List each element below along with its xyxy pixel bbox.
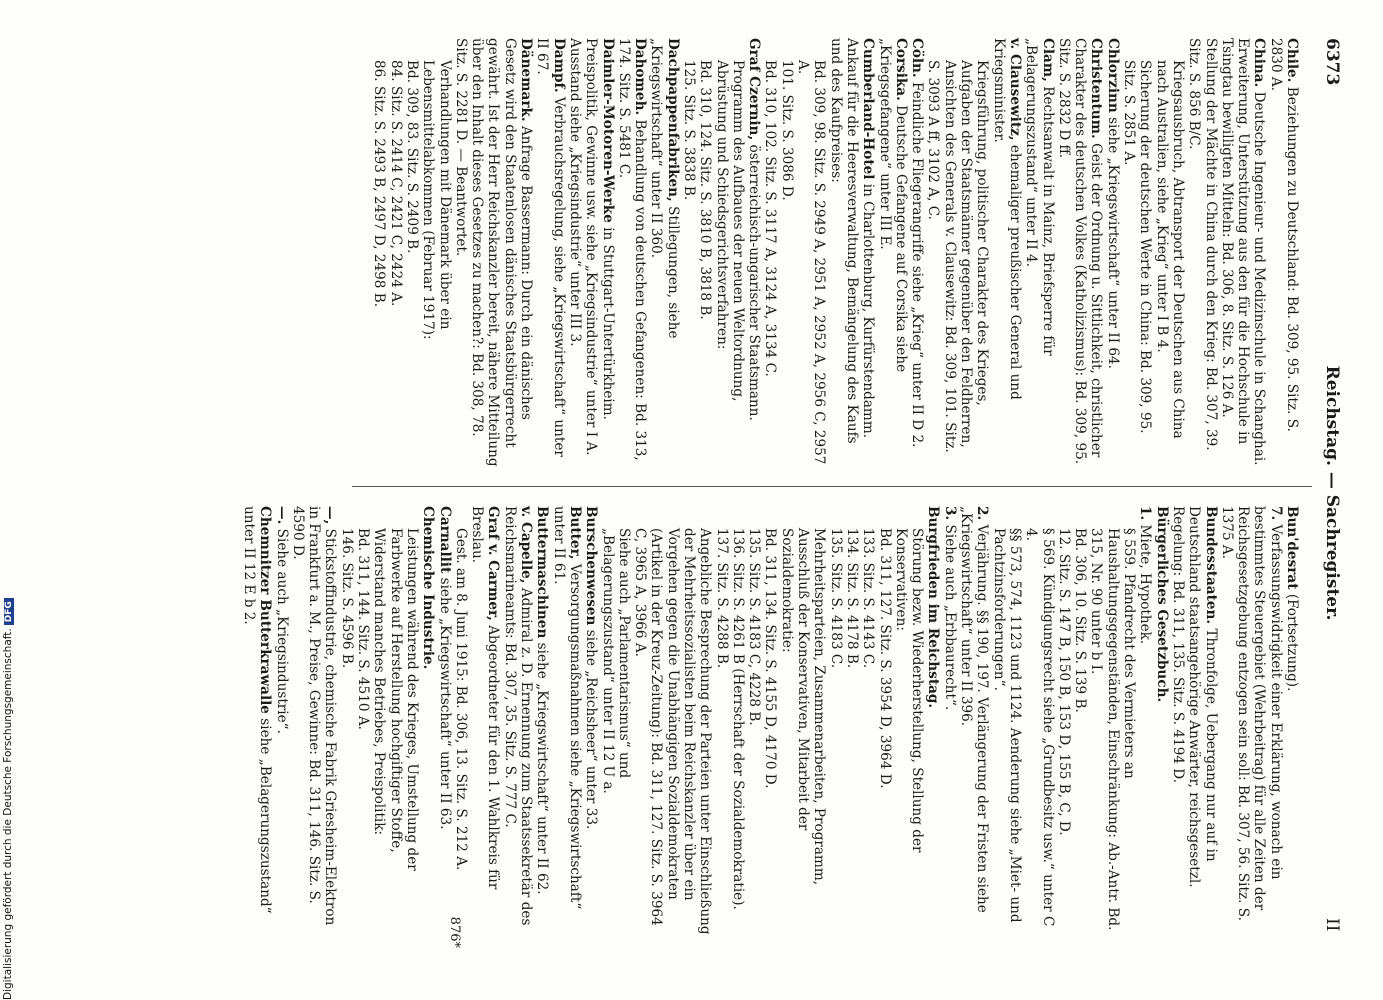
- entry-text: Geist der Ordnung u. Sittlichkeit, christlicher Charakter des deutschen Volkes (Katholizismus): Bd. 309, 95. Sitz. S. 2832 D ff.: [1055, 38, 1105, 465]
- index-entry: [762, 506, 778, 936]
- entry-text: Admiral z. D. Ernennung zum Staatssekretär des Reichsmarineamts: Bd. 307, 35. Sitz. S. 777 C.: [501, 506, 535, 926]
- entry-text: 146. Sitz. S. 4596 B.: [338, 528, 355, 669]
- entry-heading: Clam,: [1039, 38, 1056, 82]
- entry-heading: Dänemark.: [518, 38, 535, 122]
- index-entry: [697, 38, 713, 468]
- index-entry: [990, 506, 1023, 936]
- entry-text: siehe „Kriegswirtschaft“ unter II 63.: [436, 577, 453, 830]
- index-entry: [371, 506, 420, 936]
- index-entry: [632, 506, 713, 936]
- column-second: [241, 506, 1300, 936]
- entry-text: Thronfolge, Uebergang nur auf in Deutschland staatsangehörige Anwärter, reichsgesetzl. Regelung: Bd. 311, 135. Sitz. S. 4194 D.: [1169, 506, 1219, 888]
- entry-text: 101. Sitz. S. 3086 D.: [778, 60, 795, 201]
- index-entry: [827, 506, 843, 936]
- index-entry: [599, 506, 632, 936]
- page-header: [1314, 38, 1342, 948]
- dfg-logo: DFG: [4, 598, 14, 625]
- entry-text: Abgeordneter für den 1. Wahlkreis für Breslau.: [469, 506, 502, 890]
- index-entry: [876, 38, 909, 468]
- entry-text: Bd. 309, 83. Sitz. S. 2409 B.: [403, 60, 420, 254]
- entry-text: siehe „Kriegswirtschaft“ unter II 64.: [1104, 117, 1121, 370]
- entry-text: ehemaliger preußischer General und Kriegsminister.: [990, 38, 1023, 400]
- page-number: 6373: [1322, 38, 1342, 86]
- index-entry: [501, 506, 534, 936]
- index-entry: [387, 38, 403, 468]
- index-entry: [1219, 506, 1284, 936]
- entry-text: 135. Sitz. S. 4183 C.: [827, 528, 844, 669]
- entry-heading: Cöln.: [909, 38, 926, 78]
- entry-text: 125. Sitz. S. 3838 B.: [681, 60, 698, 201]
- entry-heading: Chemische Industrie.: [420, 506, 437, 670]
- index-entry: [1023, 506, 1056, 936]
- entry-text: Sicherung der deutschen Werte in China: Bd. 309, 95. Sitz. S. 2851 A.: [1121, 60, 1154, 434]
- entry-heading: Dahomeh.: [632, 38, 649, 116]
- entry-heading: Corsika.: [892, 38, 909, 101]
- entry-text: Versorgungsmaßnahmen siehe „Kriegswirtschaft“ unter II 61.: [550, 506, 583, 910]
- entry-text: 137. Sitz. S. 4288 B.: [713, 528, 730, 669]
- entry-heading: Chlorzinn: [1104, 38, 1121, 113]
- index-entry: [779, 506, 828, 936]
- index-entry: [1186, 38, 1267, 468]
- entry-text: §§ 573, 574, 1123 und 1124. Aenderung siehe „Miet- und Pachtzinsforderungen“.: [990, 528, 1023, 923]
- index-entry: [795, 38, 828, 468]
- entry-heading: Christentum.: [1088, 38, 1105, 139]
- entry-heading: Burgfrieden im Reichstag.: [925, 506, 942, 709]
- index-entry: [1153, 506, 1169, 936]
- entry-text: 86. Sitz. S. 2493 B, 2497 D, 2498 B.: [371, 60, 388, 308]
- entry-text: Störung bezw. Wiederherstellung, Stellung der Konservativen:: [892, 528, 926, 853]
- entry-heading: Bürgerliches Gesetzbuch.: [1153, 506, 1170, 703]
- entry-text: Behandlung von deutschen Gefangenen: Bd. 313, 174. Sitz. S. 5481 C.: [615, 38, 649, 461]
- entry-text: Stillegungen, siehe „Kriegswirtschaft“ unter II 360.: [648, 38, 681, 339]
- entry-text: Feindliche Fliegerangriffe siehe „Krieg“ unter II D 2.: [909, 82, 926, 448]
- index-entry: [762, 38, 778, 468]
- entry-text: Anfrage Bassermann: Durch ein dänisches Gesetz wird den Staatenlosen dänisches Staatsbürgerrecht gewährt. Ist der Herr Reichskanzler bereit, nähere Mitteilung über den Inhalt dieses Gesetzes zu machen?: Bd. 308, 78. Sitz. S. 2281 D. — Beantwortet.: [452, 38, 535, 467]
- index-entry: [616, 38, 649, 468]
- entry-text: (Fortsetzung).: [1284, 593, 1300, 692]
- index-entry: [713, 38, 746, 468]
- index-entry: [550, 506, 583, 936]
- entry-text: Programm des Aufbaues der neuen Weltordnung, Abrüstung und Schiedsgerichtsverfahren:: [713, 60, 746, 402]
- column-divider: [352, 486, 1312, 487]
- index-entry: [844, 506, 860, 936]
- entry-text: österreichisch-ungarischer Staatsmann.: [746, 144, 763, 421]
- index-entry: [958, 506, 991, 936]
- entry-heading: 3.: [941, 506, 958, 521]
- index-entry: [1121, 38, 1154, 468]
- entry-text: siehe „Reichsheer“ unter 33.: [583, 629, 600, 830]
- index-entry: [746, 38, 762, 468]
- entry-text: Verbrauchsregelung, siehe „Kriegswirtschaft“ unter II 67.: [534, 38, 567, 457]
- entry-heading: 2.: [974, 506, 991, 521]
- entry-text: siehe „Belagerungszustand“ unter II 12 E b 2.: [241, 506, 274, 914]
- running-title: Reichstag. — Sachregister.: [1322, 365, 1342, 621]
- column-first: [371, 38, 1300, 468]
- index-entry: [681, 38, 697, 468]
- index-entry: [1072, 506, 1088, 936]
- rotated-page: [92, 38, 1342, 948]
- entry-heading: Buttermaschinen: [534, 506, 551, 639]
- index-entry: [1056, 38, 1105, 468]
- entry-heading: Graf v. Carmer,: [485, 506, 502, 621]
- entry-text: Gest. am 8. Juni 1915: Bd. 306, 13. Sitz. S. 212 A.: [452, 528, 469, 871]
- entry-text: Angebliche Besprechung der Parteien unter Einschließung der Mehrheitssozialisten beim Reichskanzler über ein Vorgehen gegen die Unabhängigen Sozialdemokraten (Artikel in der Kreuz-Zeitung): Bd. 311, 127. Sitz. S. 3964 C, 3965 A, 3966 A.: [632, 528, 714, 935]
- entry-text: Siehe auch „Kriegsindustrie“.: [273, 528, 290, 734]
- index-entry: [1267, 38, 1300, 468]
- index-entry: [925, 506, 941, 936]
- index-entry: [273, 506, 289, 936]
- index-entry: [534, 506, 550, 936]
- entry-heading: v. Clausewitz,: [1006, 38, 1023, 141]
- index-entry: [713, 506, 729, 936]
- entry-text: Mehrheitsparteien, Zusammenarbeiten, Programm, Ausschluß der Konservativen, Mitarbeit der Sozialdemokratie:: [778, 528, 828, 886]
- index-entry: [420, 506, 436, 936]
- entry-text: Stickstoffindustrie, chemische Fabrik Griesheim-Elektron in Frankfurt a. M., Preise, Gewinne: Bd. 311, 146. Sitz. S. 4590 D.: [289, 506, 339, 926]
- entry-heading: Dachpappenfabriken,: [664, 38, 681, 202]
- index-entry: [1104, 38, 1120, 468]
- edge-mark: II: [1322, 918, 1342, 932]
- entry-text: § 559. Pfandrecht des Vermieters an Haushaltungsgegenständen, Einschränkung: Ab.-Antr. Bd. 315, Nr. 90 unter b I.: [1088, 528, 1138, 931]
- entry-heading: Chemnitzer Butterkrawalle: [257, 506, 274, 714]
- entry-heading: —.: [273, 506, 290, 525]
- entry-heading: Dampf.: [550, 38, 567, 93]
- index-entry: [730, 506, 746, 936]
- entry-heading: Chile.: [1284, 38, 1300, 83]
- index-entry: [876, 506, 892, 936]
- index-entry: [925, 38, 990, 468]
- entry-heading: Cumberland-Hotel: [860, 38, 877, 180]
- entry-heading: —,: [322, 506, 339, 525]
- index-entry: [436, 506, 452, 936]
- index-entry: [453, 506, 469, 936]
- index-entry: [453, 38, 534, 468]
- index-entry: [941, 506, 957, 936]
- entry-text: Verhandlungen mit Dänemark über ein Lebensmittelabkommen (Februar 1917):: [420, 60, 453, 340]
- entry-heading: Carnallit: [436, 506, 453, 574]
- entry-text: Bd. 310, 124. Sitz. S. 3810 B, 3818 B.: [697, 60, 714, 320]
- entry-text: Verjährung. §§ 190, 197. Verlängerung der Fristen siehe „Kriegswirtschaft“ unter II 396.: [958, 506, 991, 913]
- entry-text: 136. Sitz. S. 4261 B (Herrschaft der Sozialdemokratie).: [729, 528, 746, 910]
- entry-text: in Stuttgart-Untertürkheim. Preispolitik, Gewinne usw. siehe „Kriegsindustrie“ unter I A. Ausstand siehe „Kriegsindustrie“ unter III 3.: [566, 38, 616, 456]
- index-entry: [338, 506, 354, 936]
- entry-heading: 1.: [1137, 506, 1154, 521]
- entry-heading: Graf Czernin,: [746, 38, 763, 141]
- index-entry: [404, 38, 420, 468]
- footnote-mark: 876*: [447, 916, 462, 948]
- index-entry: [779, 38, 795, 468]
- credit-line: [2, 601, 18, 1000]
- entry-text: § 569. Kündigungsrecht siehe „Grundbesitz usw.“ unter C 4.: [1023, 528, 1056, 927]
- entry-text: 133. Sitz. S. 4143 C.: [860, 528, 877, 669]
- entry-text: Leistungen während des Krieges, Umstellung der Farbwerke auf Herstellung hochgiftiger Stoffe, Widerstand manches Betriebes, Preispolitik:: [371, 528, 420, 871]
- entry-text: Rechtsanwalt in Mainz, Briefsperre für „Belagerungszustand“ unter II 4.: [1023, 38, 1056, 356]
- index-entry: [420, 38, 453, 468]
- entry-text: siehe „Kriegswirtschaft“ unter II 62.: [534, 642, 551, 895]
- entry-text: Deutsche Ingenieur- und Medizinschule in Schanghai. Erweiterung, Unterstützung aus den für die Hochschule in Tsingtau bewilligten Mitteln: Bd. 306, 8. Sitz. S. 126 A. Stellung der Mächte in China durch den Krieg: Bd. 307, 39. Sitz. S. 856 B/C.: [1186, 38, 1268, 466]
- index-entry: [990, 38, 1023, 468]
- entry-text: Bd. 311, 134. Sitz. S. 4155 D, 4170 D.: [762, 528, 779, 789]
- index-entry: [1137, 506, 1153, 936]
- index-entry: [746, 506, 762, 936]
- entry-text: Siehe auch „Parlamentarismus“ und „Belagerungszustand“ unter II 12 U a.: [599, 528, 632, 794]
- index-entry: [909, 38, 925, 468]
- entry-text: Verfassungswidrigkeit einer Erklärung, wonach ein bestimmtes Steuergebiet (Wehrbeitrag) für alle Zeiten der Reichsgesetzgebung entzogen sein soll: Bd. 307, 56. Sitz. S. 1375 A.: [1218, 506, 1284, 921]
- entry-text: 84. Sitz. S. 2414 C, 2421 C, 2424 A.: [387, 60, 404, 307]
- entry-text: Siehe auch „Erbbaurecht“.: [941, 524, 958, 711]
- entry-heading: 7.: [1267, 506, 1284, 521]
- entry-text: Bd. 306, 10. Sitz. S. 139 B.: [1072, 528, 1089, 713]
- index-entry: [860, 506, 876, 936]
- index-entry: [1088, 506, 1137, 936]
- entry-text: Miete, Hypothek.: [1137, 524, 1154, 645]
- entry-heading: Daimler-Motoren-Werke: [599, 38, 616, 223]
- index-entry: [567, 38, 616, 468]
- index-entry: [827, 38, 876, 468]
- entry-text: Bd. 311, 127. Sitz. S. 3954 D, 3964 D.: [876, 528, 893, 789]
- entry-heading: v. Capelle,: [518, 506, 535, 584]
- entry-heading: Burschenwesen: [583, 506, 600, 626]
- index-entry: [583, 506, 599, 936]
- entry-text: Beziehungen zu Deutschland: Bd. 309, 95. Sitz. S. 2830 A.: [1267, 38, 1300, 432]
- index-entry: [290, 506, 339, 936]
- index-entry: [893, 506, 926, 936]
- index-entry: [371, 38, 387, 468]
- entry-text: Bd. 309, 98. Sitz. S. 2949 A, 2951 A, 2952 A, 2956 C, 2957 A.: [795, 60, 828, 465]
- page-content: [92, 38, 1342, 948]
- entry-heading: Bundesstaaten.: [1202, 506, 1219, 625]
- index-entry: [241, 506, 274, 936]
- entry-text: in Charlottenburg, Kurfürstendamm. Ankauf für die Heeresverwaltung, Bemängelung des Kaufs und des Kaufpreises:: [827, 38, 877, 444]
- entry-text: 135. Sitz. S. 4183 C, 4228 B.: [746, 528, 763, 726]
- index-entry: [1284, 506, 1300, 936]
- entry-text: 12. Sitz. S. 147 B, 150 B, 153 D, 155 B, C, D.: [1055, 528, 1072, 836]
- entry-text: Deutsche Gefangene auf Corsika siehe „Kriegsgefangene“ unter III E.: [876, 38, 909, 373]
- credit-text: Digitalisierung gefördert durch die Deutsche Forschungsgemeinschaft.: [2, 628, 14, 1000]
- entry-text: Kriegsausbruch, Abtransport der Deutschen aus China nach Australien, siehe „Krieg“ unter I B 4.: [1153, 60, 1186, 439]
- index-entry: [1023, 38, 1056, 468]
- index-entry: [355, 506, 371, 936]
- index-entry: [1056, 506, 1072, 936]
- entry-text: Kriegsführung, politischer Charakter des Krieges, Aufgaben der Staatsmänner gegenüber den Feldherren, Ansichten des Generals v. Clausewitz: Bd. 309, 101. Sitz. S. 3093 A ff, 3102 A, C.: [925, 60, 991, 453]
- entry-text: Bd. 311, 144. Sitz. S. 4510 A.: [355, 528, 372, 730]
- index-entry: [1170, 506, 1219, 936]
- entry-text: Bd. 310, 102. Sitz. S. 3117 A, 3124 A, 3134 C.: [762, 60, 779, 377]
- index-entry: [1153, 38, 1186, 468]
- entry-heading: Butter,: [566, 506, 583, 560]
- index-entry: [534, 38, 567, 468]
- entry-heading: Bun'desrat: [1284, 506, 1300, 590]
- entry-heading: China.: [1251, 38, 1268, 88]
- index-entry: [648, 38, 681, 468]
- index-entry: [469, 506, 502, 936]
- entry-text: 134. Sitz. S. 4178 B.: [843, 528, 860, 669]
